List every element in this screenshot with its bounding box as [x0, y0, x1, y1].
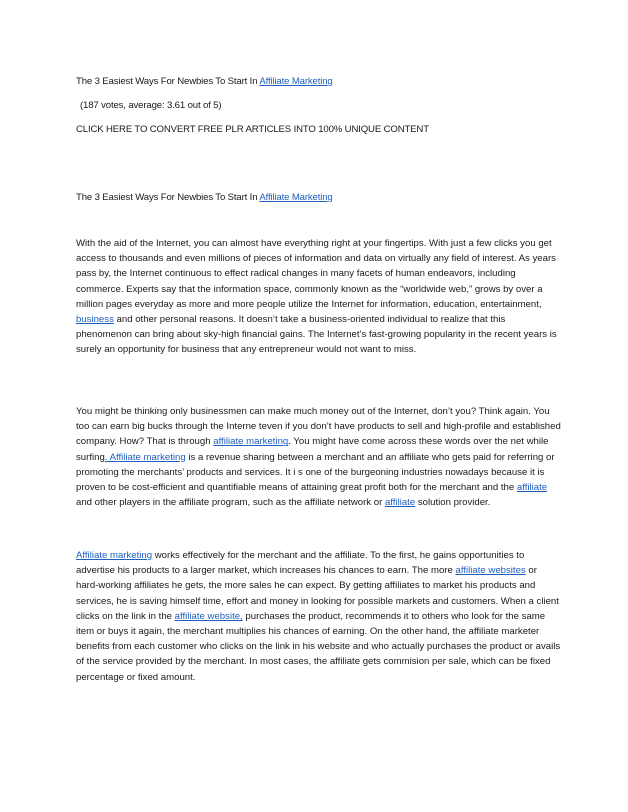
- affiliate-link[interactable]: affiliate: [384, 497, 416, 509]
- affiliate-marketing-link[interactable]: affiliate marketing: [213, 436, 289, 448]
- affiliate-marketing-link[interactable]: . Affiliate marketing: [104, 451, 186, 463]
- paragraph-text: . You might have come across these words over the net while surfing: [76, 436, 549, 463]
- paragraph-text: and other players in the affiliate program, such as the affiliate network or: [76, 497, 385, 509]
- paragraph-internet: [76, 236, 561, 358]
- paragraph-text: purchases the product, recommends it to others who look for the same item or buys it again, the merchant multiplies his chances of earning. On the other hand, the affiliate marketer benefits from each customer who clicks on the link in his website and who actually purchases the product or avails of the service provided by the merchant. In most cases, the affiliate gets commision per sale, which can be fixed percentage or fixed amount.: [76, 610, 561, 683]
- paragraph-text: is a revenue sharing between a merchant and an affiliate who gets paid for referring or promoting the merchants’ products and services. It i s one of the burgeoning industries nowadays because it is proven to be cost-efficient and quantifiable means of attaining great profit both for the merchant and the: [76, 451, 555, 494]
- header-title-text: The 3 Easiest Ways For Newbies To Start In: [76, 76, 260, 87]
- affiliate-link[interactable]: affiliate: [516, 482, 548, 494]
- paragraph-text: You might be thinking only businessmen can make much money out of the Internet, don’t you? Think again. You too can earn big bucks through the Interne teven if you don’t have products to sell and high-profile and established company. How? That is through: [76, 406, 561, 448]
- paragraph-text: works effectively for the merchant and the affiliate. To the first, he gains opportunities to advertise his products to a larger market, which increases his chances to earn. The more: [76, 550, 525, 577]
- section-title-text: The 3 Easiest Ways For Newbies To Start In: [76, 192, 260, 203]
- header-title: [76, 74, 333, 89]
- affiliate-marketing-link[interactable]: Affiliate Marketing: [259, 76, 333, 87]
- section-title: [76, 190, 333, 205]
- paragraph-text: or hard-working affiliates he gets, the more sales he can expect. By getting affiliates to market his products and services, he is saving himself time, effort and money in looking for possible markets and customers. When a client clicks on the link in the: [76, 565, 559, 622]
- business-link[interactable]: business: [76, 314, 114, 326]
- paragraph-text: With the aid of the Internet, you can almost have everything right at your fingertips. With just a few clicks you get access to thousands and even millions of pieces of information and data on virtually any field of interest. As years pass by, the Internet continuous to effect radical changes in many facets of human endeavors, including commerce. Experts say that the information space, commonly known as the “worldwide web,” grows by over a million pages everyday as more and more people utilize the Internet for information, education, entertainment,: [76, 238, 556, 310]
- paragraph-text: and other personal reasons. It doesn’t take a business-oriented individual to realize that this phenomenon can bring about sky-high financial gains. The Internet’s fast-growing popularity in the recent years is surely an opportunity for business that any entrepreneur would not want to miss.: [76, 314, 557, 356]
- section-affiliate-marketing-link[interactable]: Affiliate Marketing: [259, 192, 333, 203]
- convert-cta-link[interactable]: CLICK HERE TO CONVERT FREE PLR ARTICLES INTO 100% UNIQUE CONTENT: [76, 124, 429, 135]
- affiliate-marketing-link[interactable]: Affiliate marketing: [76, 550, 153, 561]
- vote-summary: (187 votes, average: 3.61 out of 5): [80, 100, 222, 111]
- affiliate-website-link[interactable]: affiliate website,: [174, 610, 243, 622]
- paragraph-how-it-works: [76, 548, 561, 685]
- affiliate-websites-link[interactable]: affiliate websites: [455, 565, 526, 577]
- paragraph-text: solution provider.: [415, 497, 491, 509]
- paragraph-earn-money: [76, 404, 561, 510]
